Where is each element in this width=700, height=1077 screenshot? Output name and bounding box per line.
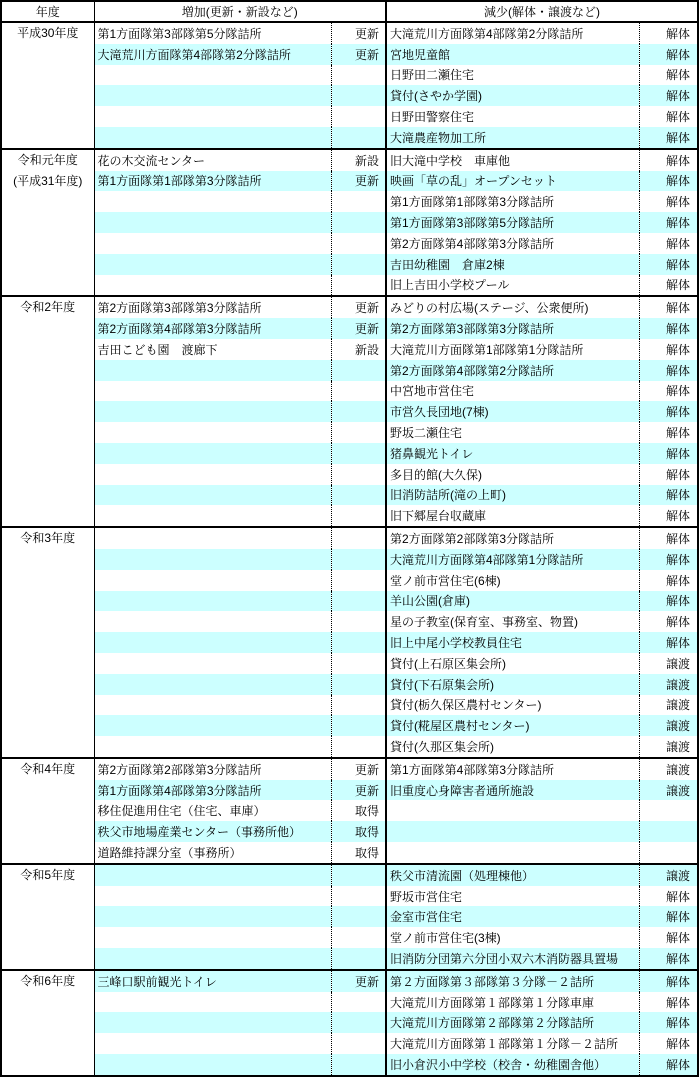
- table-row: [1, 464, 698, 485]
- increase-name-cell: [94, 85, 331, 106]
- decrease-type-cell: 解体: [665, 68, 690, 83]
- increase-name-cell: 大滝荒川方面隊第4部隊第2分隊詰所: [94, 44, 331, 65]
- decrease-name-cell: 第1方面隊第3部隊第5分隊詰所: [386, 212, 639, 233]
- decrease-type-cell: 解体: [639, 970, 698, 992]
- increase-type-cell: [331, 505, 386, 527]
- decrease-name-cell: 旧大滝中学校 車庫他: [386, 149, 639, 171]
- table-row: [1, 758, 698, 780]
- increase-type-cell: [331, 212, 386, 233]
- decrease-type-cell: 解体: [665, 195, 690, 210]
- increase-type-cell: [331, 906, 386, 927]
- increase-name-cell: [94, 653, 331, 674]
- decrease-name-cell: 吉田幼稚園 倉庫2棟: [386, 254, 639, 275]
- table-row: [1, 127, 698, 149]
- table-row: [1, 570, 698, 591]
- increase-type-cell: [331, 653, 386, 674]
- increase-type-cell: [331, 715, 386, 736]
- increase-type-cell: [331, 695, 386, 716]
- decrease-type-cell: 解体: [639, 906, 698, 927]
- increase-type-cell: [331, 1054, 386, 1076]
- table-row: [1, 254, 698, 275]
- table-row: [1, 1033, 698, 1054]
- decrease-type-cell: 解体: [639, 485, 698, 506]
- decrease-name-cell: 貸付(栃久保区農村センター): [386, 695, 639, 716]
- table-row: [1, 842, 698, 864]
- table-row: [1, 992, 698, 1013]
- table-header: [1, 1, 698, 22]
- decrease-type-cell: 譲渡: [665, 739, 690, 754]
- table-row: [1, 611, 698, 632]
- increase-type-cell: [331, 65, 386, 86]
- decrease-name-cell: みどりの村広場(ステージ、公衆便所): [386, 296, 639, 318]
- year-cell: [1, 22, 94, 149]
- increase-name-cell: [94, 275, 331, 297]
- table-row: [1, 1054, 698, 1076]
- decrease-name-cell: 貸付(糀屋区農村センター): [386, 715, 639, 736]
- decrease-name-cell: 貸付(上石原区集会所): [386, 653, 639, 674]
- increase-type-cell: 更新: [331, 296, 386, 318]
- decrease-type-cell: 解体: [665, 931, 690, 946]
- increase-name-cell: 吉田こども園 渡廊下: [94, 339, 331, 360]
- table-row: [1, 191, 698, 212]
- increase-name-cell: [94, 381, 331, 402]
- table-row: [1, 85, 698, 106]
- decrease-name-cell: 貸付(さやか学園): [386, 85, 639, 106]
- increase-name-cell: [94, 233, 331, 254]
- increase-name-cell: 道路維持課分室（事務所）: [94, 842, 331, 864]
- increase-name-cell: [94, 886, 331, 907]
- increase-name-cell: [94, 527, 331, 549]
- increase-type-cell: [331, 886, 386, 907]
- increase-type-cell: [331, 611, 386, 632]
- decrease-name-cell: 中宮地市営住宅: [386, 381, 639, 402]
- table-row: [1, 485, 698, 506]
- decrease-name-cell: 旧重度心身障害者通所施設: [386, 780, 639, 801]
- increase-type-cell: 更新: [331, 171, 386, 192]
- decrease-name-cell: 大滝荒川方面隊第4部隊第2分隊詰所: [386, 22, 639, 44]
- decrease-type-cell: 解体: [639, 296, 698, 318]
- decrease-type-cell: 解体: [665, 995, 690, 1010]
- increase-type-cell: [331, 106, 386, 127]
- decrease-type-cell: 解体: [639, 948, 698, 970]
- table-row: [1, 800, 698, 821]
- year-cell: [1, 970, 94, 1076]
- increase-name-cell: 第1方面隊第1部隊第3分隊詰所: [94, 171, 331, 192]
- decrease-type-cell: 解体: [665, 26, 690, 41]
- decrease-name-cell: 宮地児童館: [386, 44, 639, 65]
- increase-name-cell: 移住促進用住宅（住宅、車庫）: [94, 800, 331, 821]
- year-cell: [1, 296, 94, 527]
- decrease-type-cell: 解体: [665, 467, 690, 482]
- decrease-type-cell: 解体: [639, 212, 698, 233]
- table-row: [1, 632, 698, 653]
- table-row: [1, 233, 698, 254]
- table-row: [1, 296, 698, 318]
- decrease-name-cell: 市営久長団地(7棟): [386, 401, 639, 422]
- decrease-name-cell: 第1方面隊第4部隊第3分隊詰所: [386, 758, 639, 780]
- decrease-type-cell: 解体: [639, 85, 698, 106]
- increase-name-cell: [94, 864, 331, 886]
- increase-type-cell: [331, 992, 386, 1013]
- decrease-name-cell: [386, 842, 639, 864]
- increase-type-cell: [331, 485, 386, 506]
- increase-name-cell: [94, 106, 331, 127]
- table-row: [1, 715, 698, 736]
- increase-type-cell: 更新: [331, 44, 386, 65]
- increase-name-cell: [94, 611, 331, 632]
- table-row: [1, 674, 698, 695]
- increase-name-cell: [94, 254, 331, 275]
- decrease-type-cell: 解体: [665, 384, 690, 399]
- increase-name-cell: [94, 485, 331, 506]
- decrease-name-cell: 日野田警察住宅: [386, 106, 639, 127]
- increase-name-cell: [94, 422, 331, 443]
- decrease-type-cell: [639, 821, 698, 842]
- table-row: [1, 970, 698, 992]
- decrease-type-cell: 譲渡: [639, 758, 698, 780]
- year-cell: [1, 527, 94, 758]
- header-row: [1, 1, 698, 22]
- decrease-name-cell: 貸付(下石原集会所): [386, 674, 639, 695]
- decrease-name-cell: 映画「草の乱」オープンセット: [386, 171, 639, 192]
- table-row: [1, 549, 698, 570]
- table-row: [1, 886, 698, 907]
- decrease-name-cell: 大滝荒川方面隊第1部隊第1分隊詰所: [386, 339, 639, 360]
- increase-name-cell: [94, 464, 331, 485]
- decrease-name-cell: 堂ノ前市営住宅(3棟): [386, 927, 639, 948]
- decrease-name-cell: 第1方面隊第1部隊第3分隊詰所: [386, 191, 639, 212]
- table-row: [1, 65, 698, 86]
- table-row: [1, 106, 698, 127]
- increase-name-cell: [94, 715, 331, 736]
- year-cell: [1, 758, 94, 864]
- decrease-name-cell: 金室市営住宅: [386, 906, 639, 927]
- increase-type-cell: [331, 275, 386, 297]
- increase-type-cell: [331, 233, 386, 254]
- table-row: [1, 736, 698, 758]
- increase-name-cell: [94, 360, 331, 381]
- decrease-type-cell: 解体: [639, 171, 698, 192]
- increase-type-cell: [331, 527, 386, 549]
- increase-name-cell: [94, 632, 331, 653]
- increase-name-cell: [94, 505, 331, 527]
- decrease-name-cell: 野坂二瀬住宅: [386, 422, 639, 443]
- decrease-name-cell: 大滝荒川方面隊第１部隊第１分隊－２詰所: [386, 1033, 639, 1054]
- increase-name-cell: [94, 948, 331, 970]
- increase-type-cell: [331, 422, 386, 443]
- table-row: [1, 339, 698, 360]
- table-row: [1, 1012, 698, 1033]
- increase-type-cell: 取得: [331, 800, 386, 821]
- increase-name-cell: [94, 443, 331, 464]
- increase-name-cell: [94, 591, 331, 612]
- increase-name-cell: 花の木交流センター: [94, 149, 331, 171]
- increase-name-cell: [94, 65, 331, 86]
- decrease-type-cell: 解体: [639, 44, 698, 65]
- increase-type-cell: [331, 570, 386, 591]
- year-label: 令和2年度: [20, 300, 76, 315]
- table-row: [1, 381, 698, 402]
- table-body: [1, 22, 698, 1076]
- decrease-name-cell: 大滝農産物加工所: [386, 127, 639, 149]
- increase-type-cell: [331, 254, 386, 275]
- decrease-name-cell: 旧下郷屋台収蔵庫: [386, 505, 639, 527]
- decrease-name-cell: 旧上吉田小学校プール: [386, 275, 639, 297]
- increase-type-cell: 新設: [331, 149, 386, 171]
- increase-type-cell: [331, 674, 386, 695]
- increase-type-cell: [331, 85, 386, 106]
- increase-name-cell: 第2方面隊第3部隊第3分隊詰所: [94, 296, 331, 318]
- increase-type-cell: 取得: [331, 842, 386, 864]
- increase-type-cell: [331, 591, 386, 612]
- decrease-type-cell: 解体: [639, 360, 698, 381]
- increase-type-cell: 更新: [331, 780, 386, 801]
- decrease-type-cell: [639, 800, 698, 821]
- increase-name-cell: [94, 127, 331, 149]
- decrease-name-cell: 多目的館(大久保): [386, 464, 639, 485]
- decrease-name-cell: 旧小倉沢小中学校（校舎・幼稚園舎他）: [386, 1054, 639, 1076]
- increase-name-cell: [94, 906, 331, 927]
- decrease-type-cell: 解体: [639, 591, 698, 612]
- year-cell: [1, 864, 94, 970]
- increase-name-cell: 第2方面隊第4部隊第3分隊詰所: [94, 318, 331, 339]
- year-cell: [1, 149, 94, 297]
- decrease-type-cell: 譲渡: [639, 674, 698, 695]
- decrease-type-cell: 解体: [665, 278, 690, 293]
- table-row: [1, 149, 698, 171]
- year-label: (平成31年度): [13, 173, 83, 188]
- decrease-type-cell: 解体: [639, 149, 698, 171]
- decrease-type-cell: [639, 842, 698, 864]
- increase-name-cell: [94, 191, 331, 212]
- decrease-type-cell: 譲渡: [639, 715, 698, 736]
- decrease-type-cell: 解体: [665, 573, 690, 588]
- decrease-type-cell: 譲渡: [665, 698, 690, 713]
- table-row: [1, 401, 698, 422]
- increase-type-cell: 更新: [331, 22, 386, 44]
- table-row: [1, 212, 698, 233]
- increase-type-cell: 取得: [331, 821, 386, 842]
- decrease-name-cell: 第2方面隊第2部隊第3分隊詰所: [386, 527, 639, 549]
- decrease-type-cell: 譲渡: [639, 864, 698, 886]
- decrease-type-cell: 解体: [639, 1012, 698, 1033]
- table-row: [1, 171, 698, 192]
- year-label: 令和3年度: [20, 531, 76, 546]
- increase-type-cell: 更新: [331, 970, 386, 992]
- increase-type-cell: 更新: [331, 758, 386, 780]
- year-label: 令和6年度: [20, 973, 76, 988]
- decrease-type-cell: 解体: [665, 615, 690, 630]
- decrease-type-cell: 解体: [639, 1054, 698, 1076]
- increase-name-cell: [94, 549, 331, 570]
- table-row: [1, 422, 698, 443]
- table-row: [1, 780, 698, 801]
- year-label: 令和元年度: [17, 152, 78, 167]
- increase-type-cell: [331, 191, 386, 212]
- decrease-name-cell: 秩父市清流園（処理棟他）: [386, 864, 639, 886]
- decrease-type-cell: 解体: [665, 236, 690, 251]
- increase-type-cell: [331, 443, 386, 464]
- increase-name-cell: [94, 570, 331, 591]
- increase-name-cell: [94, 674, 331, 695]
- table-row: [1, 864, 698, 886]
- decrease-name-cell: 星の子教室(保育室、事務室、物置): [386, 611, 639, 632]
- increase-type-cell: [331, 464, 386, 485]
- table-row: [1, 275, 698, 297]
- table-row: [1, 591, 698, 612]
- year-label: 令和5年度: [20, 867, 76, 882]
- increase-type-cell: [331, 927, 386, 948]
- increase-name-cell: [94, 401, 331, 422]
- increase-name-cell: 三峰口駅前観光トイレ: [94, 970, 331, 992]
- decrease-name-cell: 猪鼻観光トイレ: [386, 443, 639, 464]
- increase-type-cell: [331, 549, 386, 570]
- table-row: [1, 948, 698, 970]
- increase-type-cell: [331, 1033, 386, 1054]
- decrease-name-cell: 日野田二瀬住宅: [386, 65, 639, 86]
- decrease-name-cell: 第2方面隊第4部隊第3分隊詰所: [386, 233, 639, 254]
- table-row: [1, 360, 698, 381]
- table-row: [1, 821, 698, 842]
- year-label: 令和4年度: [20, 761, 76, 776]
- increase-name-cell: 秩父市地場産業センター（事務所他）: [94, 821, 331, 842]
- table-row: [1, 22, 698, 44]
- decrease-type-cell: 解体: [665, 110, 690, 125]
- table-row: [1, 318, 698, 339]
- decrease-type-cell: 解体: [665, 342, 690, 357]
- increase-type-cell: [331, 401, 386, 422]
- increase-name-cell: [94, 1033, 331, 1054]
- increase-type-cell: 新設: [331, 339, 386, 360]
- decrease-type-cell: 解体: [639, 401, 698, 422]
- decrease-type-cell: 解体: [639, 443, 698, 464]
- decrease-name-cell: [386, 821, 639, 842]
- decrease-name-cell: 堂ノ前市営住宅(6棟): [386, 570, 639, 591]
- decrease-type-cell: 譲渡: [639, 780, 698, 801]
- decrease-name-cell: 大滝荒川方面隊第4部隊第1分隊詰所: [386, 549, 639, 570]
- decrease-name-cell: 第2方面隊第3部隊第3分隊詰所: [386, 318, 639, 339]
- increase-name-cell: 第1方面隊第3部隊第5分隊詰所: [94, 22, 331, 44]
- increase-type-cell: 更新: [331, 318, 386, 339]
- table-row: [1, 505, 698, 527]
- table-row: [1, 653, 698, 674]
- increase-type-cell: [331, 736, 386, 758]
- increase-name-cell: [94, 1012, 331, 1033]
- decrease-name-cell: 大滝荒川方面隊第２部隊第２分隊詰所: [386, 1012, 639, 1033]
- decrease-name-cell: 第2方面隊第4部隊第2分隊詰所: [386, 360, 639, 381]
- increase-type-cell: [331, 360, 386, 381]
- decrease-name-cell: [386, 800, 639, 821]
- decrease-name-cell: 野坂市営住宅: [386, 886, 639, 907]
- increase-type-cell: [331, 864, 386, 886]
- increase-name-cell: 第2方面隊第2部隊第3分隊詰所: [94, 758, 331, 780]
- increase-name-cell: [94, 736, 331, 758]
- increase-name-cell: [94, 1054, 331, 1076]
- decrease-name-cell: 旧消防詰所(滝の上町): [386, 485, 639, 506]
- decrease-type-cell: 解体: [639, 549, 698, 570]
- decrease-name-cell: 第２方面隊第３部隊第３分隊－２詰所: [386, 970, 639, 992]
- decrease-type-cell: 解体: [639, 527, 698, 549]
- year-label: 平成30年度: [17, 26, 79, 40]
- table-row: [1, 44, 698, 65]
- increase-name-cell: [94, 695, 331, 716]
- col-header-decrease: 減少(解体・譲渡など): [386, 1, 698, 22]
- increase-name-cell: [94, 992, 331, 1013]
- increase-type-cell: [331, 127, 386, 149]
- decrease-type-cell: 譲渡: [665, 656, 690, 671]
- decrease-name-cell: 大滝荒川方面隊第１部隊第１分隊車庫: [386, 992, 639, 1013]
- table-row: [1, 695, 698, 716]
- decrease-name-cell: 貸付(久那区集会所): [386, 736, 639, 758]
- decrease-name-cell: 旧消防分団第六分団小双六木消防器具置場: [386, 948, 639, 970]
- decrease-type-cell: 解体: [639, 127, 698, 149]
- decrease-type-cell: 解体: [639, 632, 698, 653]
- increase-name-cell: [94, 927, 331, 948]
- increase-name-cell: 第1方面隊第4部隊第3分隊詰所: [94, 780, 331, 801]
- increase-type-cell: [331, 1012, 386, 1033]
- decrease-type-cell: 解体: [639, 318, 698, 339]
- increase-type-cell: [331, 381, 386, 402]
- increase-type-cell: [331, 948, 386, 970]
- increase-name-cell: [94, 212, 331, 233]
- decrease-name-cell: 旧上中尾小学校教員住宅: [386, 632, 639, 653]
- decrease-type-cell: 解体: [665, 1037, 690, 1052]
- decrease-name-cell: 羊山公園(倉庫): [386, 591, 639, 612]
- table-row: [1, 927, 698, 948]
- decrease-type-cell: 解体: [639, 254, 698, 275]
- col-header-increase: 増加(更新・新設など): [94, 1, 386, 22]
- table-row: [1, 906, 698, 927]
- table-row: [1, 443, 698, 464]
- increase-type-cell: [331, 632, 386, 653]
- col-header-year: 年度: [1, 1, 94, 22]
- table-row: [1, 527, 698, 549]
- decrease-type-cell: 解体: [665, 889, 690, 904]
- decrease-type-cell: 解体: [665, 509, 690, 524]
- decrease-type-cell: 解体: [665, 426, 690, 441]
